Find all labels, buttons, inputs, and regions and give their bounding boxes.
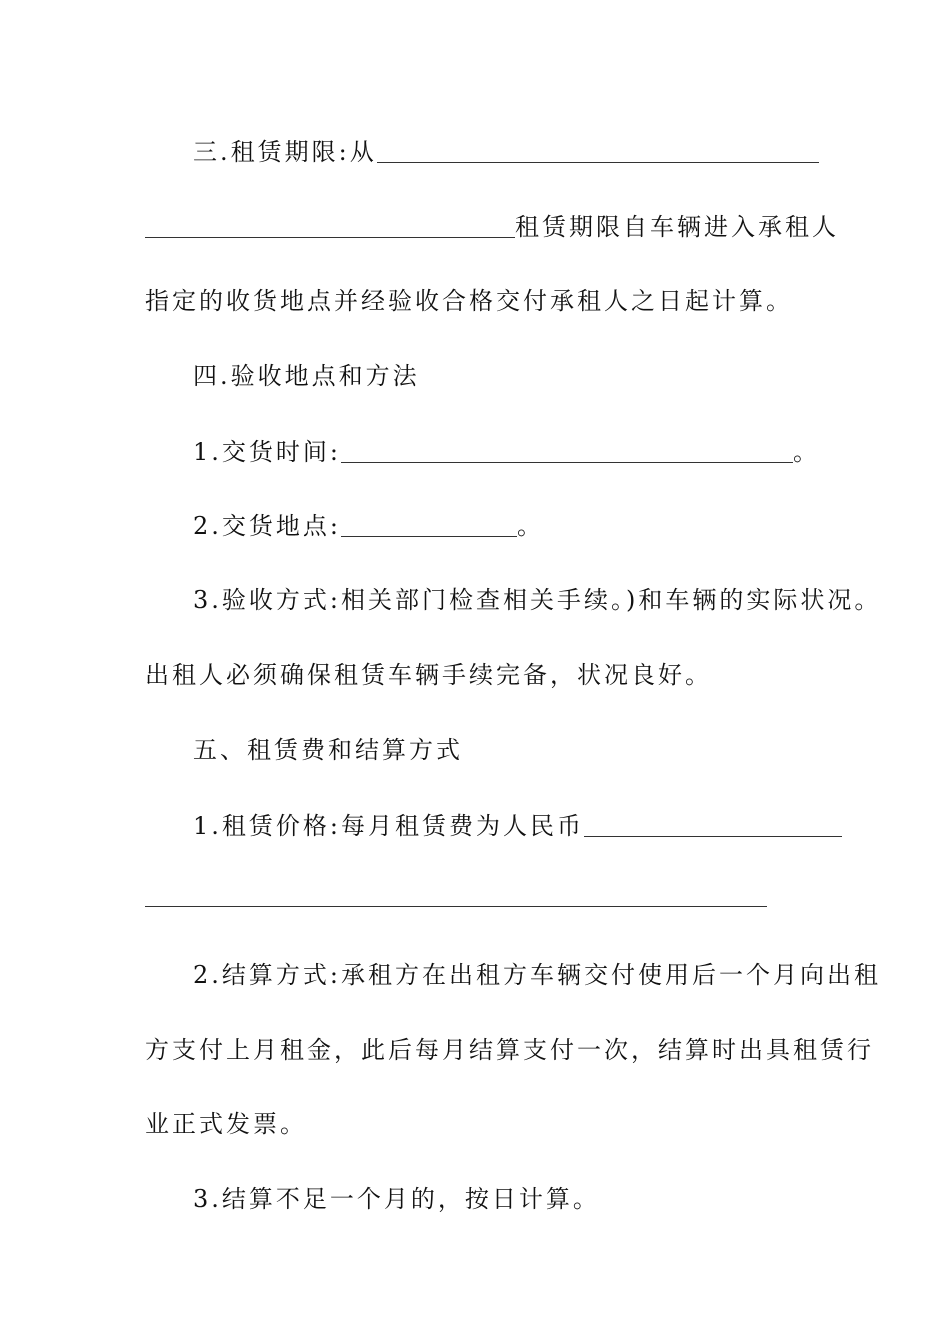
lease-term-start-blank <box>377 132 819 163</box>
delivery-place-label: 2.交货地点: <box>193 512 341 540</box>
lease-term-text-continued: 指定的收货地点并经验收合格交付承租人之日起计算。 <box>145 287 793 315</box>
delivery-place-period: 。 <box>516 512 544 540</box>
partial-month-line: 3.结算不足一个月的，按日计算。 <box>193 1185 600 1213</box>
section-five-heading: 五、租赁费和结算方式 <box>193 736 463 764</box>
rental-price-label: 1.租赁价格:每月租赁费为人民币 <box>193 812 584 840</box>
delivery-time-period: 。 <box>792 438 820 466</box>
acceptance-method-continued: 出租人必须确保租赁车辆手续完备，状况良好。 <box>145 661 712 689</box>
settlement-method-continued: 方支付上月租金，此后每月结算支付一次，结算时出具租赁行 <box>145 1036 874 1064</box>
lease-term-label: 三.租赁期限:从 <box>193 138 377 166</box>
rental-price-continued-blank <box>145 906 767 907</box>
delivery-time-label: 1.交货时间: <box>193 438 341 466</box>
acceptance-method-line: 3.验收方式:相关部门检查相关手续。)和车辆的实际状况。 <box>193 586 882 614</box>
delivery-place-line <box>193 506 810 546</box>
delivery-time-blank <box>341 432 793 463</box>
settlement-method-line: 2.结算方式:承租方在出租方车辆交付使用后一个月向出租 <box>193 961 881 989</box>
delivery-place-blank <box>341 506 517 537</box>
section-four-heading: 四.验收地点和方法 <box>193 362 420 390</box>
lease-term-text: 租赁期限自车辆进入承租人 <box>515 213 839 241</box>
lease-term-end-blank <box>145 207 515 238</box>
rental-price-line <box>193 806 810 846</box>
settlement-method-invoice: 业正式发票。 <box>145 1110 307 1138</box>
lease-term-end-line <box>145 207 839 247</box>
rental-price-blank <box>584 806 842 837</box>
delivery-time-line <box>193 432 820 472</box>
lease-term-line <box>193 132 810 172</box>
